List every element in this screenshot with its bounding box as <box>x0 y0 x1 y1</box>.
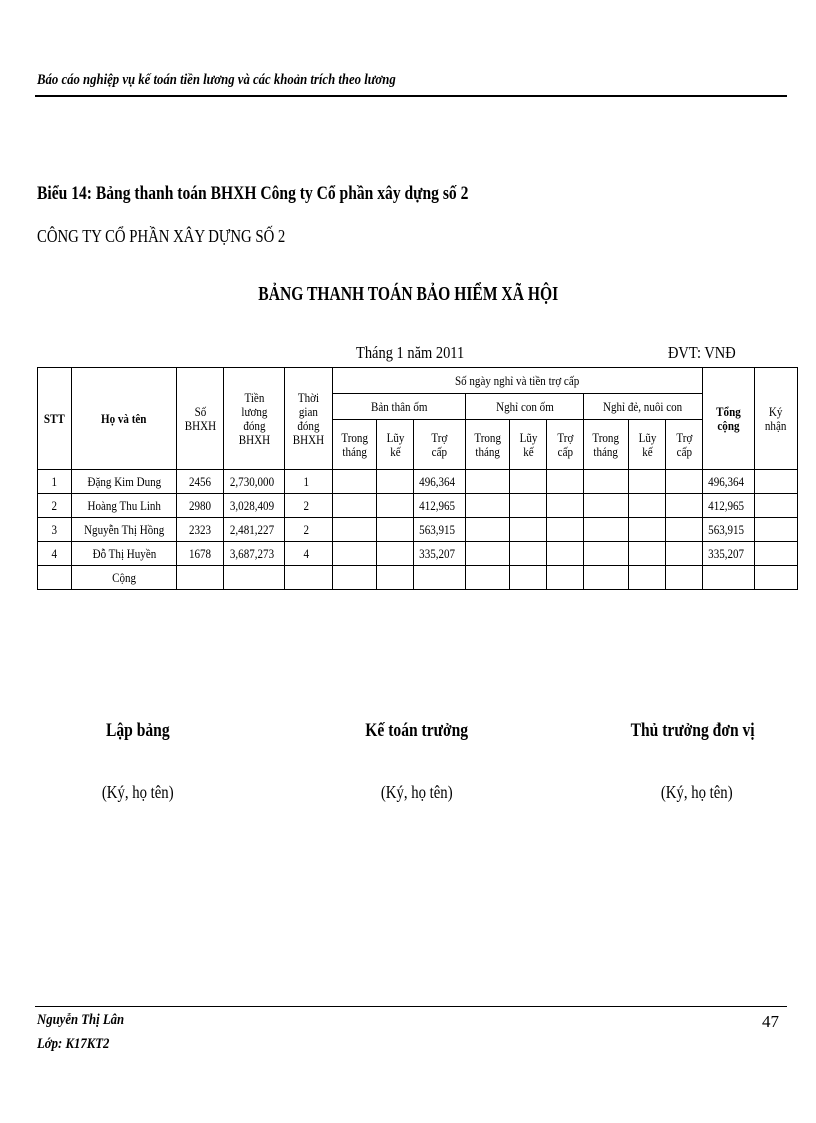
sub-tro-cap: Trợ cấp <box>666 420 703 470</box>
sub-trong-thang: Trong tháng <box>333 420 377 470</box>
col-time: Thời gian đóng BHXH <box>285 368 333 470</box>
payment-table <box>37 367 798 590</box>
author-class: Lớp: K17KT2 <box>37 1036 110 1052</box>
col-salary: Tiền lương đóng BHXH <box>224 368 285 470</box>
table-sum-row: Cộng <box>38 566 798 590</box>
signature-accountant-note: (Ký, họ tên) <box>381 782 453 802</box>
sub-trong-thang: Trong tháng <box>466 420 510 470</box>
group-nghi-de: Nghỉ đẻ, nuôi con <box>584 394 703 420</box>
period-label: Tháng 1 năm 2011 <box>356 343 465 362</box>
sub-luy-ke: Lũy kế <box>377 420 414 470</box>
signature-preparer-title: Lập bảng <box>106 720 170 741</box>
col-total: Tổng cộng <box>703 368 755 470</box>
signature-director-note: (Ký, họ tên) <box>661 782 733 802</box>
table-row: 2 Hoàng Thu Linh 2980 3,028,409 2 412,965 412,965 <box>38 494 798 518</box>
running-header: Báo cáo nghiệp vụ kế toán tiền lương và các khoản trích theo lương <box>37 72 396 88</box>
signature-director-title: Thủ trưởng đơn vị <box>630 720 756 741</box>
figure-caption: Biểu 14: Bảng thanh toán BHXH Công ty Cổ phần xây dựng số 2 <box>37 183 469 204</box>
col-sign: Ký nhận <box>755 368 798 470</box>
document-title: BẢNG THANH TOÁN BẢO HIỂM XÃ HỘI <box>258 283 558 305</box>
col-days-group: Số ngày nghỉ và tiền trợ cấp <box>333 368 703 394</box>
header-rule <box>35 95 787 97</box>
col-so-bhxh: Số BHXH <box>177 368 224 470</box>
sub-tro-cap: Trợ cấp <box>547 420 584 470</box>
signature-accountant-title: Kế toán trưởng <box>365 720 469 741</box>
currency-unit: ĐVT: VNĐ <box>668 343 736 362</box>
sub-tro-cap: Trợ cấp <box>414 420 466 470</box>
signature-preparer-note: (Ký, họ tên) <box>102 782 174 802</box>
group-ban-than-om: Bản thân ốm <box>333 394 466 420</box>
group-nghi-con-om: Nghỉ con ốm <box>466 394 584 420</box>
col-name: Họ và tên <box>72 368 177 470</box>
author-name: Nguyễn Thị Lân <box>37 1012 125 1028</box>
table-row: 4 Đỗ Thị Huyền 1678 3,687,273 4 335,207 335,207 <box>38 542 798 566</box>
company-name: CÔNG TY CỔ PHẦN XÂY DỰNG SỐ 2 <box>37 226 286 246</box>
page-number: 47 <box>762 1012 779 1031</box>
table-row: 3 Nguyễn Thị Hồng 2323 2,481,227 2 563,915 563,915 <box>38 518 798 542</box>
col-stt: STT <box>38 368 72 470</box>
sub-trong-thang: Trong tháng <box>584 420 629 470</box>
sub-luy-ke: Lũy kế <box>629 420 666 470</box>
table-row: 1 Đặng Kim Dung 2456 2,730,000 1 496,364 496,364 <box>38 470 798 494</box>
sub-luy-ke: Lũy kế <box>510 420 547 470</box>
footer-rule <box>35 1006 787 1007</box>
